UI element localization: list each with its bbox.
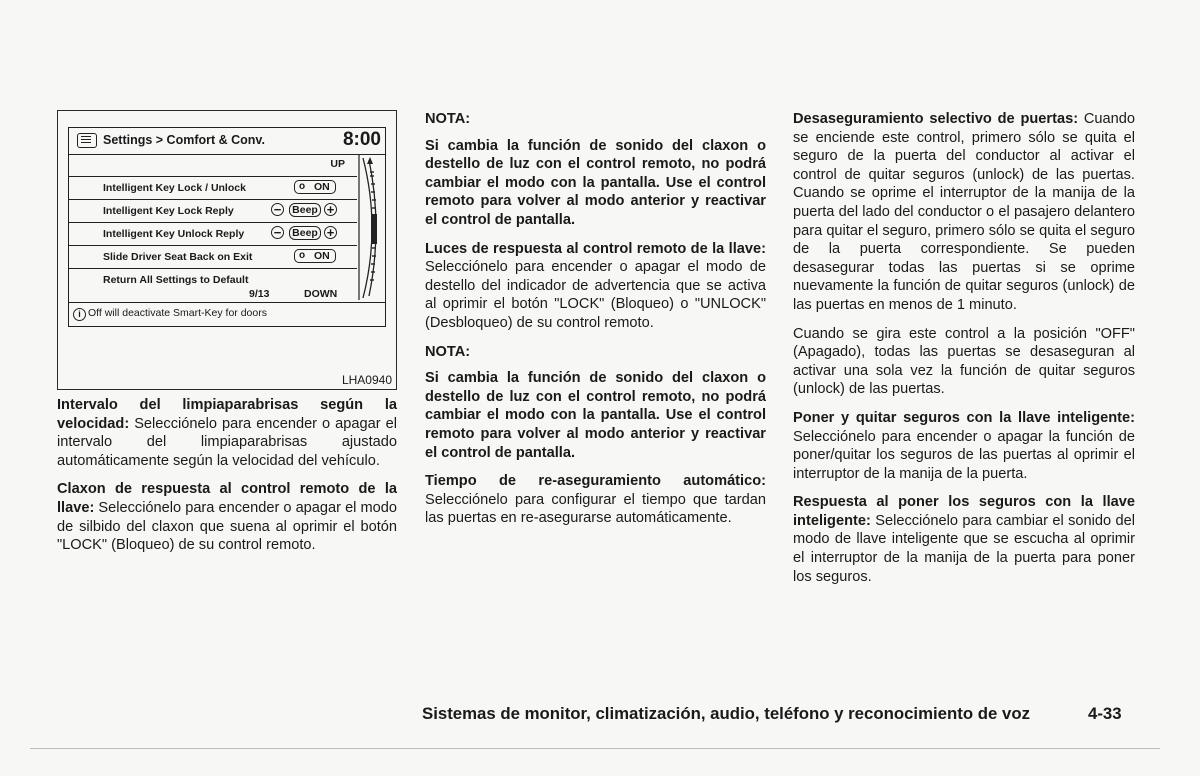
column-1 — [57, 396, 397, 565]
paragraph-off-position: Cuando se gira este control a la posición "OFF" (Apagado), todas las puertas se desaseguran al activar una sola vez la función de quitar seguros (unlock) de las puertas. — [793, 325, 1135, 398]
paragraph-light-response — [425, 240, 766, 333]
settings-row[interactable] — [69, 177, 357, 200]
screen-clock: 8:00 — [342, 129, 381, 150]
settings-row[interactable] — [69, 246, 357, 269]
note-title: NOTA: — [425, 343, 471, 360]
screen-footer — [69, 302, 385, 327]
screen-header — [69, 128, 385, 155]
footer-note-text: Off will deactivate Smart-Key for doors — [88, 307, 267, 319]
note-body: Si cambia la función de sonido del claxon o destello de luz con el control remoto, no podrá cambiar el modo con la pantalla. Use el control remoto para volver al modo anterior y reactivar el control de pantalla. — [425, 137, 766, 228]
paragraph-wiper-interval — [57, 396, 397, 470]
page-number: 4-33 — [1088, 704, 1122, 723]
paragraph-heading: Desaseguramiento selectivo de puertas: — [793, 111, 1079, 127]
paragraph-body: Selecciónelo para encender o apagar el modo de destello del indicador de advertencia que se activa al oprimir el botón "LOCK" (Bloqueo) o "UNLOCK" (Desbloqueo) de su control remoto. — [425, 259, 766, 331]
settings-row-label: Intelligent Key Lock Reply — [103, 205, 234, 217]
on-off-toggle[interactable] — [294, 180, 336, 194]
settings-menu-icon — [77, 133, 97, 148]
paragraph-body: Selecciónelo para configurar el tiempo que tardan las puertas en re-asegurarse automáticamente. — [425, 491, 766, 527]
paragraph-heading: Respuesta al poner los seguros con la llave inteligente: — [793, 494, 1135, 529]
minus-icon[interactable]: − — [271, 226, 284, 239]
info-icon: i — [73, 308, 86, 321]
paragraph-heading: Tiempo de re-aseguramiento automático: — [425, 473, 766, 490]
column-2 — [425, 110, 766, 538]
paragraph-intelligent-key-response — [793, 493, 1135, 586]
beep-stepper[interactable] — [271, 203, 351, 219]
paragraph-heading: Poner y quitar seguros con la llave inteligente: — [793, 409, 1135, 426]
paragraph-intelligent-key-lock — [793, 409, 1135, 483]
scroll-up-label: UP — [330, 158, 345, 170]
settings-screen-figure — [57, 110, 397, 390]
settings-row-label: Slide Driver Seat Back on Exit — [103, 251, 253, 263]
settings-row-label: Intelligent Key Lock / Unlock — [103, 182, 246, 194]
toggle-indicator-icon: o — [299, 250, 306, 261]
column-3 — [793, 110, 1135, 596]
paragraph-heading: Claxon de respuesta al control remoto de la llave: — [57, 481, 397, 516]
settings-row-label: Intelligent Key Unlock Reply — [103, 228, 245, 240]
paragraph-selective-unlock — [793, 110, 1135, 315]
settings-row[interactable] — [69, 200, 357, 223]
screen-footer-note — [73, 307, 267, 321]
toggle-indicator-icon: o — [299, 181, 306, 192]
bottom-rule — [30, 748, 1160, 749]
paragraph-body: Selecciónelo para cambiar el sonido del modo de llave inteligente que se escucha al oprimir el interruptor de la manija de la puerta para poner los seguros. — [793, 512, 1135, 585]
settings-row[interactable] — [69, 223, 357, 246]
scroll-down-label[interactable]: DOWN — [304, 288, 338, 300]
settings-screen — [68, 127, 386, 327]
note-body: Si cambia la función de sonido del claxon o destello de luz con el control remoto, no podrá cambiar el modo con la pantalla. Use el control remoto para volver al modo anterior y reactivar el control de pantalla. — [425, 370, 766, 461]
paragraph-heading: Intervalo del limpiaparabrisas según la velocidad: — [57, 397, 397, 432]
toggle-value: ON — [314, 181, 330, 193]
note-title: NOTA: — [425, 111, 471, 127]
paragraph-body: Selecciónelo para encender o apagar el intervalo del limpiaparabrisas ajustado automáticamente según la velocidad del vehículo. — [57, 415, 397, 469]
plus-icon[interactable]: + — [324, 203, 337, 216]
section-footer-title: Sistemas de monitor, climatización, audio, teléfono y reconocimiento de voz — [422, 704, 1030, 723]
scrollbar[interactable] — [357, 154, 383, 302]
beep-stepper[interactable] — [271, 226, 351, 242]
page-indicator: 9/13 — [249, 288, 270, 300]
minus-icon[interactable]: − — [271, 203, 284, 216]
paragraph-heading: Luces de respuesta al control remoto de la llave: — [425, 240, 766, 257]
settings-row-label: Return All Settings to Default — [103, 274, 249, 286]
paragraph-body: Cuando se enciende este control, primero sólo se quita el seguro de la puerta del conductor al activar el control de quitar seguros (unlock) de las puertas. Cuando se oprime el interruptor de la manija de la puerta del lado del conductor o el pasajero delantero para quitar el seguro, primero sólo se quita el seguro de la puerta correspondiente. Se pueden desasegurar todas las puertas si se oprime nuevamente la función de quitar seguros (unlock) de las puertas en menos de 1 minuto. — [793, 111, 1135, 313]
screen-title: Settings > Comfort & Conv. — [103, 133, 265, 147]
figure-label: LHA0940 — [341, 373, 392, 387]
plus-icon[interactable]: + — [324, 226, 337, 239]
stepper-value: Beep — [289, 226, 321, 240]
on-off-toggle[interactable] — [294, 249, 336, 263]
toggle-value: ON — [314, 250, 330, 262]
stepper-value: Beep — [289, 203, 321, 217]
paragraph-body: Selecciónelo para encender o apagar la función de poner/quitar los seguros de las puertas al oprimir el interruptor de la manija de la puerta. — [793, 428, 1135, 482]
paragraph-body: Selecciónelo para encender o apagar el modo de silbido del claxon que suena al oprimir el botón "LOCK" (Bloqueo) de su control remoto. — [57, 499, 397, 554]
scroll-up-row[interactable] — [69, 154, 357, 177]
paragraph-relock-time — [425, 472, 766, 528]
scrollbar-graphic — [357, 154, 383, 302]
paragraph-horn-response — [57, 480, 397, 554]
